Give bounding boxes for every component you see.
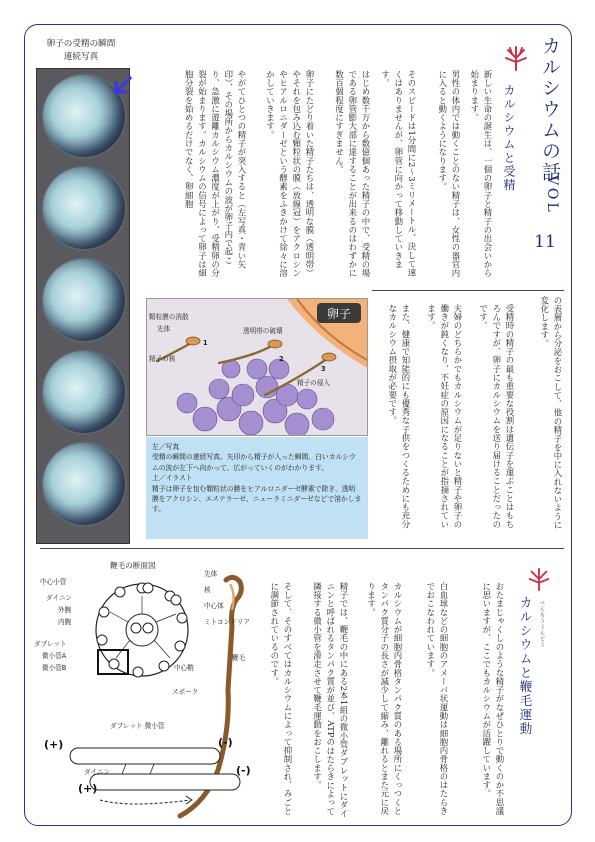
label-microtubule-b: 微小管B: [42, 664, 67, 672]
fertilization-photo-strip: [36, 68, 130, 544]
photo-frame-4: [43, 351, 125, 433]
flagella-ruby: べんもううんどう: [539, 600, 545, 648]
illus-label-entry: 精子の侵入: [297, 379, 330, 387]
caption-photo-heading: 左／写真: [152, 443, 180, 451]
mid-paragraph-2: 受精時の精子の最も重要な役割は遺伝子を運ぶことはもちろんですが、卵子にカルシウムを送り届けることだったのです。: [478, 304, 515, 529]
mid-paragraph-4: また、健康で知能的にも優秀な子供をつくるためにも充分なカルシウム摂取が必要です。: [387, 304, 411, 529]
label-microtubule-a: 微小管A: [42, 652, 67, 660]
flagella-paragraph-5: そして、そのすべてはカルシウムによって抑制され、みごとに調節されているのです。: [269, 582, 293, 816]
flagella-paragraph-2: 白血球などの細胞のアメーバ状運動は細胞内骨格のはたらきでおこなわれています。: [425, 582, 449, 816]
minus-sign-bottom: (-): [236, 764, 251, 777]
intro-paragraph-4: はじめ数千万から数億個あった精子の中で、受精の場である卵管膨大部に達することが出来るのはわずかに数百個程度にすぎません。: [334, 70, 371, 278]
photo-frame-3: [43, 259, 125, 341]
caption-illus-heading: 上／イラスト: [152, 474, 193, 483]
photo-frame-5: [43, 443, 125, 525]
intro-paragraph-1: 新しい生命の誕生は、一個の卵子と精子の出会いから始まります。: [469, 70, 493, 278]
photo-frame-2: [43, 167, 125, 249]
divider-rule-bottom: [40, 548, 564, 549]
label-doublet-tubule: ダブレット 微小管: [110, 722, 165, 730]
flagella-paragraph-4: 精子では、鞭毛の中にある2本1組の微小管ダブレットにダイニンと呼ばれるタンパク質が並び、ATPのはたらきによって隣接する微小管を滑走させて鞭毛運動をおこします。: [312, 582, 349, 818]
label-doublet: ダブレット: [34, 640, 67, 648]
illus-label-zona: 透明帯の破壊: [243, 327, 283, 335]
vol-number: 11: [534, 232, 556, 252]
flagella-paragraph-1: おたまじゃくしのような精子がなぜひとりで動くのか不思議に思いますが、ここでもカルシウムが活躍しています。: [481, 582, 505, 816]
label-acrosome: 先体: [204, 570, 218, 578]
divider-rule-top: [372, 290, 564, 291]
fertilization-illustration: [146, 298, 368, 436]
label-dynein: ダイニン: [46, 594, 72, 602]
section-subtitle-fertilization: カルシウムと受精: [502, 84, 516, 192]
plus-sign-top: (+): [44, 738, 64, 751]
label-nucleus: 核: [204, 586, 211, 594]
entry-arrow-icon: [108, 76, 132, 100]
illus-label-sperm-nucleus: 精子の核: [149, 355, 176, 363]
page-title: カルシウムの話: [539, 36, 561, 183]
photo-panel-heading: 卵子の受精の瞬間 連続写真: [46, 39, 116, 62]
intro-paragraph-3: そのスピードは1分間に2～3ミリメートル、決して速くはありませんが、卵管に向かって移動していきます。: [380, 70, 417, 277]
label-inner-arm: 内腕: [58, 618, 72, 626]
label-centriole: 中心体: [204, 602, 224, 610]
label-dynein-bottom: ダイニン: [84, 768, 110, 776]
label-outer-arm: 外腕: [58, 606, 72, 614]
caption-box: [146, 437, 368, 539]
caption-illus-text: 精子は卵子を包む顆粒状の膜をヒアルロニダーゼ酵素で除き、透明膜をアクロシン、エステラーゼ、ニューラミニダーゼなどで溶かします。: [152, 484, 362, 514]
section-subtitle-flagella: カルシウムと鞭毛運動: [518, 596, 533, 736]
label-central-sheath: 中心鞘: [174, 664, 194, 672]
label-central-tubule: 中心小管: [40, 578, 67, 586]
plus-sign-bottom: (+): [78, 782, 98, 795]
coral-flower-icon: [502, 44, 530, 72]
intro-paragraph-2: 男性の体内では動くことのない精子は、女性の器官内に入ると動くようになります。: [437, 70, 461, 278]
diagram-title: 鞭毛の断面図: [110, 561, 156, 570]
coral-flower-icon-2: [526, 566, 552, 592]
minus-sign-top: (-): [218, 736, 233, 749]
intro-paragraph-5: 卵子にたどり着いた精子たちは、透明な膜（透明帯）やそれを包み込む顆粒状の膜（放線冠）をアクロシンやヒアルロニダーゼという酵素をふきかけて徐々に溶かしていきます。: [265, 70, 315, 278]
illus-label-acrosome-loss: 顆粒膜の消散: [149, 313, 189, 321]
illus-num-1: 1: [203, 339, 208, 347]
label-spoke: スポーク: [172, 688, 199, 696]
illus-num-2: 2: [279, 355, 284, 363]
illus-num-3: 3: [321, 365, 326, 373]
flagella-paragraph-3: カルシウムが細胞内骨格タンパク質のある場所にくっつくとタンパク質分子の長さが減少して縮み、離れるとまた元に戻ります。: [366, 582, 403, 816]
intro-paragraph-6: やがてひとつの精子が突入すると（左写真・青い矢印）、その場所からカルシウムの波が卵子内で起こり、急激に遊離カルシウム濃度が上がり、受精卵の分裂が始まります。カルシウムの信号によって卵子は細胞分裂を始めるだけでなく、卵細胞: [184, 70, 247, 278]
illus-label-head: 先体: [157, 325, 171, 333]
mid-paragraph-3: 夫婦のどちらかでもカルシウムが足りないと精子や卵子の働きが鈍くなり、不妊症の原因になることが指摘されています。: [426, 304, 463, 529]
label-mitochondria: ミトコンドリア: [204, 618, 250, 626]
illus-egg-label: 卵子: [327, 307, 352, 321]
vol-label: VOL: [544, 175, 560, 215]
caption-photo-text: 受精の瞬間の連続写真。矢印から精子が入った瞬間、白いカルシウムの波が左下へ向かって、広がっていくのがわかります。: [152, 453, 356, 472]
mid-paragraph-1: の表層から分泌をおこして、他の精子を中に入れないように変化します。: [539, 296, 563, 530]
label-flagellum: 鞭毛: [232, 654, 246, 662]
